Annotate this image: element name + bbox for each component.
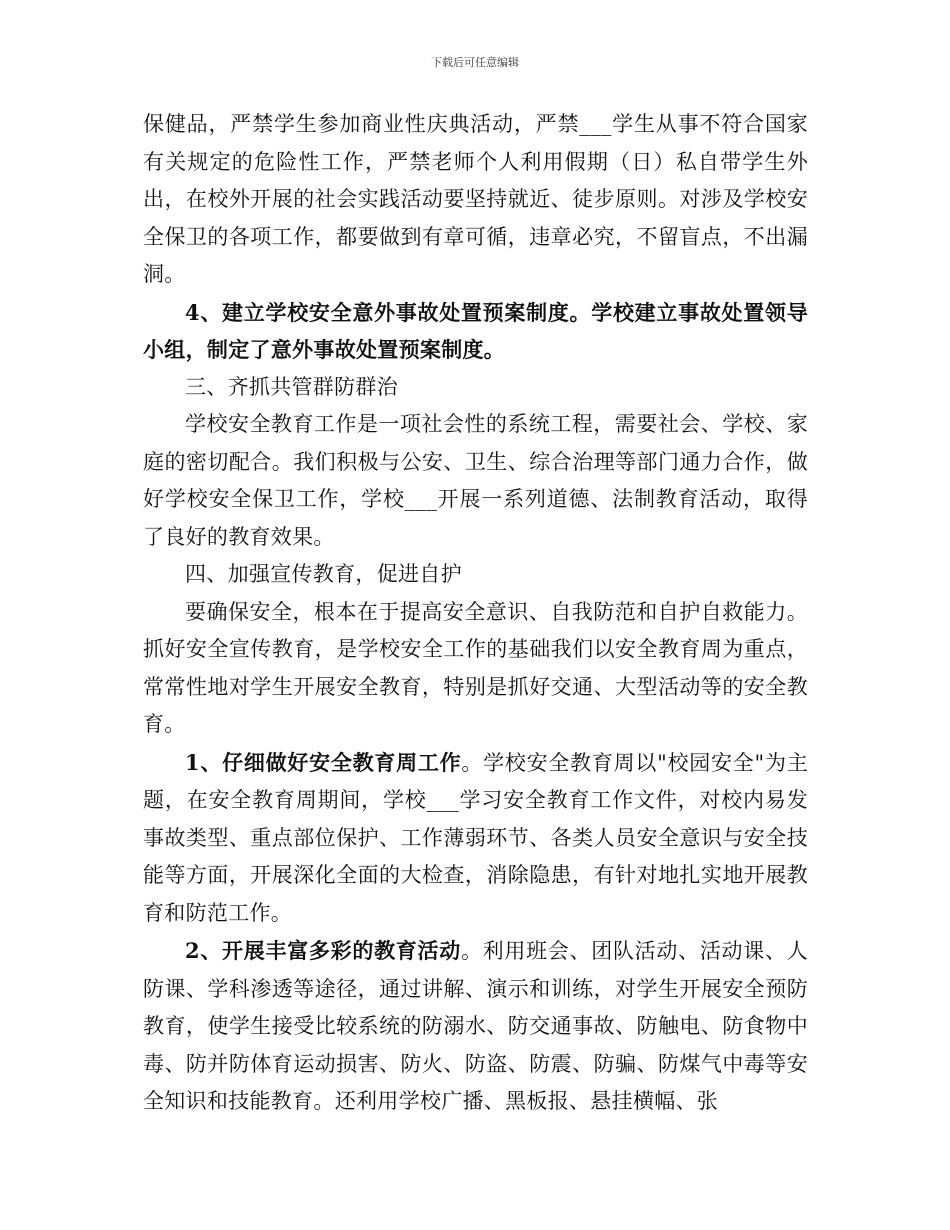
paragraph-emergency-plan: 4、建立学校安全意外事故处置预案制度。学校建立事故处置领导小组，制定了意外事故处置预案制度。 <box>143 299 808 362</box>
section-heading-4: 四、加强宣传教育，促进自护 <box>185 562 462 586</box>
paragraph-activities <box>143 932 808 1121</box>
paragraph-activities-text: 。利用班会、团队活动、活动课、人防课、学科渗透等途径，通过讲解、演示和训练，对学生开展安全预防教育，使学生接受比较系统的防溺水、防交通事故、防触电、防食物中毒、防并防体育运动损害、防火、防盗、防震、防骗、防煤气中毒等安全知识和技能教育。还利用学校广播、黑板报、悬挂横幅、张 <box>143 939 808 1113</box>
paragraph-safety-week <box>143 744 808 933</box>
paragraph-safety-rules: 保健品，严禁学生参加商业性庆典活动，严禁___学生从事不符合国家有关规定的危险性工作，严禁老师个人利用假期（日）私自带学生外出，在校外开展的社会实践活动要坚持就近、徒步原则。对涉及学校安全保卫的各项工作，都要做到有章可循，违章必究，不留盲点，不出漏洞。 <box>143 112 808 286</box>
document-body <box>143 106 808 1121</box>
paragraph-cooperation: 学校安全教育工作是一项社会性的系统工程，需要社会、学校、家庭的密切配合。我们积极与公安、卫生、综合治理等部门通力合作，做好学校安全保卫工作，学校___开展一系列道德、法制教育活动，取得了良好的教育效果。 <box>143 412 808 549</box>
paragraph-activities-title: 2、开展丰富多彩的教育活动 <box>185 938 461 963</box>
paragraph-awareness: 要确保安全，根本在于提高安全意识、自我防范和自护自救能力。抓好安全宣传教育，是学校安全工作的基础我们以安全教育周为重点，常常性地对学生开展安全教育，特别是抓好交通、大型活动等的安全教育。 <box>143 599 808 736</box>
section-heading-3: 三、齐抓共管群防群治 <box>185 374 398 399</box>
header-note: 下载后可任意编辑 <box>431 56 519 69</box>
paragraph-safety-week-title: 1、仔细做好安全教育周工作 <box>185 749 462 775</box>
paragraph-safety-week-text: 。学校安全教育周以"校园安全"为主题，在安全教育周期间，学校___学习安全教育工作文件，对校内易发事故类型、重点部位保护、工作薄弱环节、各类人员安全意识与安全技能等方面，开展深化全面的大检查，消除隐患，有针对地扎实地开展教育和防范工作。 <box>143 750 808 925</box>
